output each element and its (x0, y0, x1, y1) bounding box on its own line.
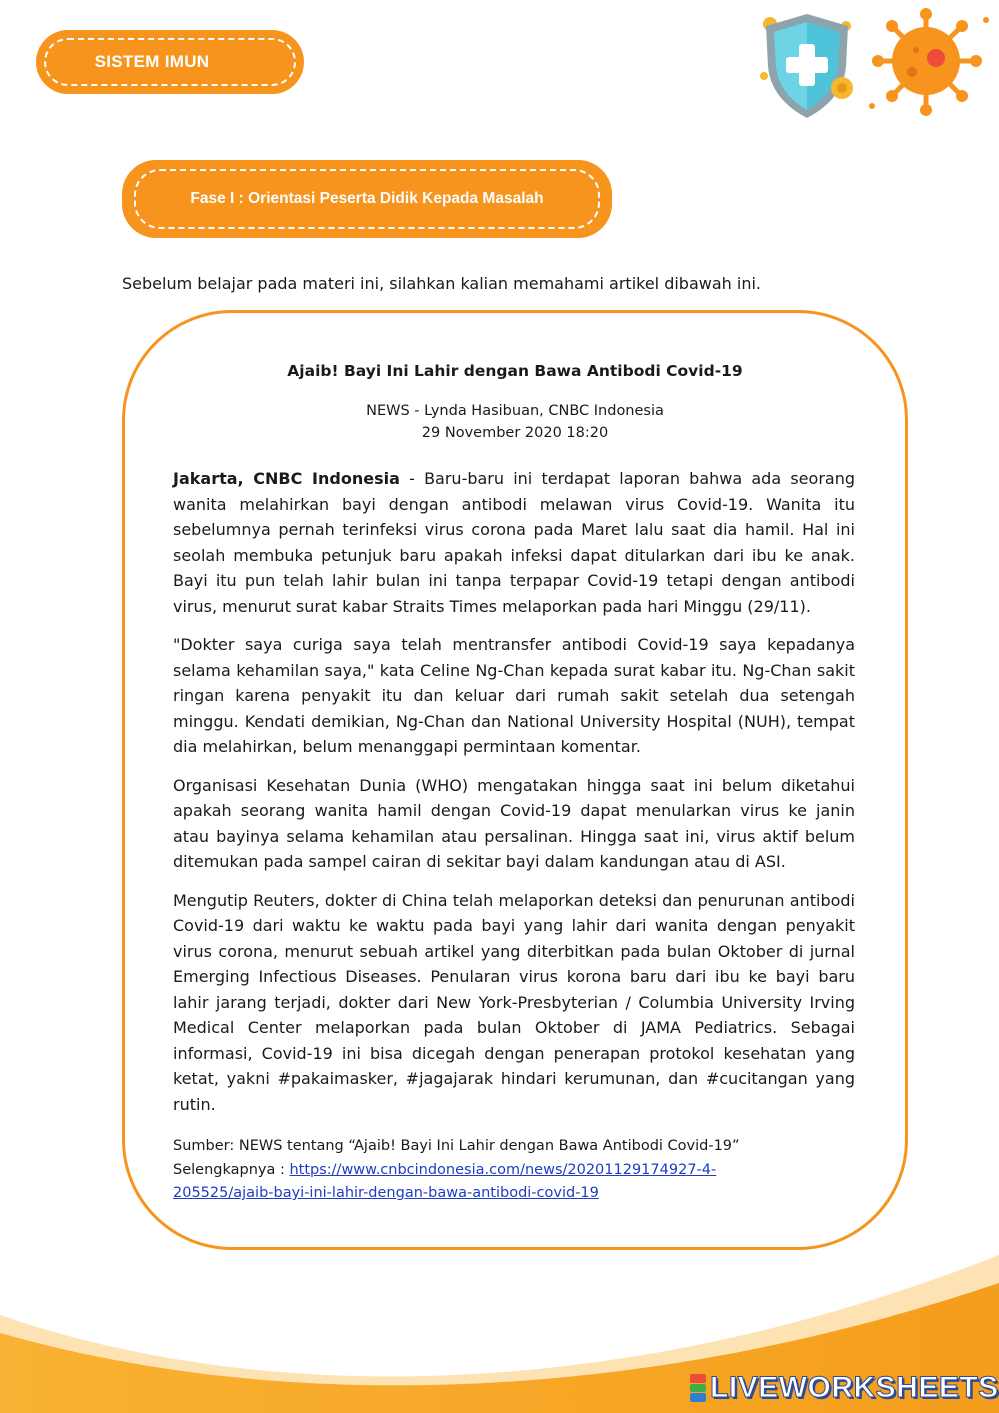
source-link-prefix: Selengkapnya : (173, 1161, 290, 1178)
article-paragraph-3: Organisasi Kesehatan Dunia (WHO) mengatakan hingga saat ini belum diketahui apakah seorang wanita hamil dengan Covid-19 dapat menularkan virus ke janin atau bayinya selama kehamilan atau persalinan. Hingga saat ini, virus aktif belum ditemukan pada sampel cairan di sekitar bayi dalam kandungan atau di ASI. (173, 775, 855, 871)
virus-icon (864, 6, 999, 121)
source-link-part-1[interactable]: https://www.cnbcindonesia.com/news/20201129174927-4- (289, 1161, 717, 1178)
article-byline-block (122, 400, 908, 444)
article-title: Ajaib! Bayi Ini Lahir dengan Bawa Antibodi Covid-19 (287, 362, 743, 380)
source-link-part-2[interactable]: 205525/ajaib-bayi-ini-lahir-dengan-bawa-antibodi-covid-19 (173, 1185, 599, 1201)
shield-icon (748, 4, 866, 122)
article-date: 29 November 2020 18:20 (421, 425, 609, 441)
intro-text: Sebelum belajar pada materi ini, silahkan kalian memahami artikel dibawah ini. (122, 274, 761, 293)
article-body (173, 466, 855, 1130)
phase-badge (122, 160, 612, 238)
paragraph-1-text: - Baru-baru ini terdapat laporan bahwa ada seorang wanita melahirkan bayi dengan antibodi melawan virus Covid-19. Wanita itu sebelumnya pernah terinfeksi virus corona pada Maret lalu saat dia hamil. Hal ini seolah membuka petunjuk baru apakah infeksi dapat ditularkan dari ibu ke anak. Bayi itu pun telah lahir bulan ini tanpa terpapar Covid-19 tetapi dengan antibodi virus, menurut surat kabar Straits Times melaporkan pada hari Minggu (29/11). (173, 469, 855, 616)
source-line: Sumber: NEWS tentang “Ajaib! Bayi Ini Lahir dengan Bawa Antibodi Covid-19” (173, 1138, 740, 1154)
article-paragraph-1 (173, 466, 855, 619)
phase-badge-label: Fase I : Orientasi Peserta Didik Kepada Masalah (190, 190, 544, 207)
article-paragraph-4: Mengutip Reuters, dokter di China telah melaporkan deteksi dan penurunan antibodi Covid-19 dari waktu ke waktu pada bayi yang lahir dari wanita dengan penyakit virus corona, menurut sebuah artikel yang diterbitkan pada bulan Oktober di jurnal Emerging Infectious Diseases. Penularan virus korona baru dari ibu ke bayi baru lahir jarang terjadi, dokter dari New York-Presbyterian / Columbia University Irving Medical Center melaporkan pada bulan Oktober di JAMA Pediatrics. Sebagai informasi, Covid-19 ini bisa dicegah dengan penerapan protokol kesehatan yang ketat, yakni #pakaimasker, #jagajarak hindari kerumunan, dan #cucitangan yang rutin. (173, 890, 855, 1114)
article-byline: NEWS - Lynda Hasibuan, CNBC Indonesia (366, 403, 664, 419)
source-link-line (173, 1159, 873, 1206)
source-block (173, 1135, 873, 1206)
logo-cubes-icon (690, 1374, 706, 1402)
article-paragraph-2: "Dokter saya curiga saya telah mentransfer antibodi Covid-19 saya kepadanya selama kehamilan saya," kata Celine Ng-Chan kepada surat kabar itu. Ng-Chan sakit ringan karena penyakit itu dan keluar dari rumah sakit setelah dua setengah minggu. Kendati demikian, Ng-Chan dan National University Hospital (NUH), tempat dia melahirkan, belum menanggapi permintaan komentar. (173, 635, 855, 756)
dateline: Jakarta, CNBC Indonesia (173, 469, 400, 488)
topic-badge (36, 30, 304, 94)
logo-text: LIVEWORKSHEETS (710, 1371, 999, 1404)
liveworksheets-logo (690, 1372, 999, 1404)
topic-badge-label: SISTEM IMUN (94, 52, 210, 71)
